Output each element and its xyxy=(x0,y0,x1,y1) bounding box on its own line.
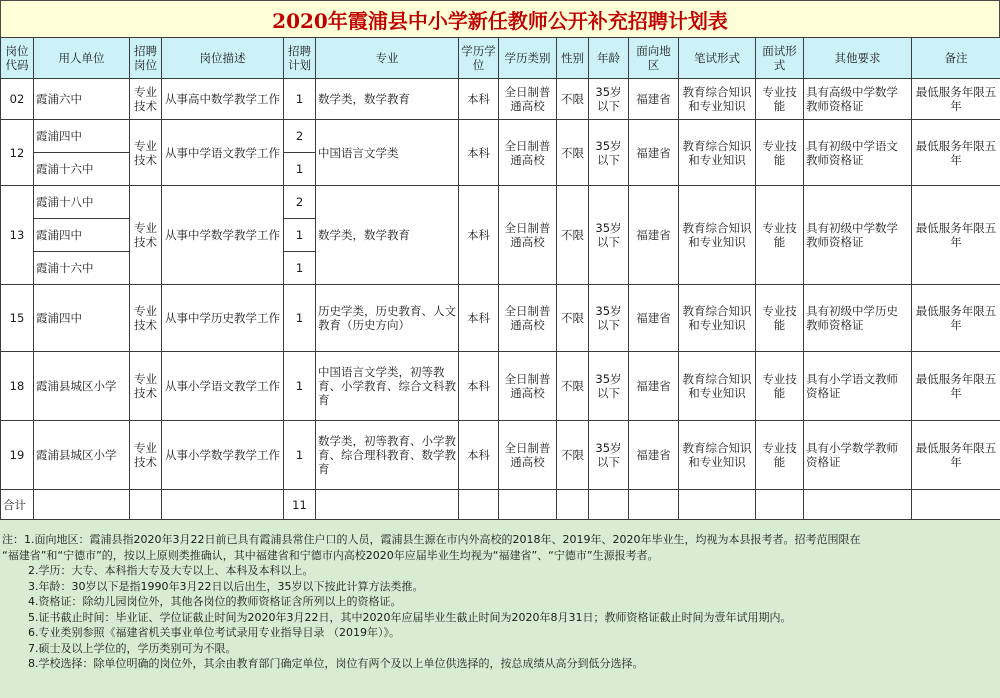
table-cell xyxy=(130,490,162,520)
footnote-line: 2.学历：大专、本科指大专及大专以上、本科及本科以上。 xyxy=(28,564,314,577)
column-header: 年龄 xyxy=(589,38,629,79)
table-cell: 霞浦四中 xyxy=(34,120,130,153)
table-cell: 35岁以下 xyxy=(589,186,629,285)
table-cell: 35岁以下 xyxy=(589,352,629,421)
table-cell: 18 xyxy=(1,352,34,421)
table-cell: 具有初级中学语文教师资格证 xyxy=(804,120,912,186)
table-cell: 本科 xyxy=(459,352,499,421)
table-cell: 霞浦十六中 xyxy=(34,252,130,285)
table-cell: 专业技能 xyxy=(756,186,804,285)
table-cell: 霞浦四中 xyxy=(34,219,130,252)
table-cell: 从事高中数学教学工作 xyxy=(162,79,284,120)
table-cell xyxy=(756,490,804,520)
table-cell xyxy=(679,490,756,520)
table-cell: 从事小学语文教学工作 xyxy=(162,352,284,421)
table-cell: 中国语言文学类，初等教育、小学教育、综合文科教育 xyxy=(316,352,459,421)
table-cell: 教育综合知识和专业知识 xyxy=(679,352,756,421)
table-cell: 全日制普通高校 xyxy=(499,285,557,352)
column-header: 笔试形式 xyxy=(679,38,756,79)
table-cell: 专业技能 xyxy=(756,79,804,120)
table-cell: 最低服务年限五年 xyxy=(912,421,1000,490)
table-cell: 专业技术 xyxy=(130,352,162,421)
table-cell: 具有初级中学数学教师资格证 xyxy=(804,186,912,285)
table-cell: 福建省 xyxy=(629,79,679,120)
table-row xyxy=(1,120,1000,153)
table-cell: 霞浦四中 xyxy=(34,285,130,352)
table-cell xyxy=(459,490,499,520)
column-header: 岗位代码 xyxy=(1,38,34,79)
footnote-line: 5.证书截止时间：毕业证、学位证截止时间为2020年3月22日，其中2020年应届毕业生截止时间为2020年8月31日；教师资格证截止时间为壹年试用期内。 xyxy=(28,610,792,624)
column-header: 招聘岗位 xyxy=(130,38,162,79)
footnote-line: 4.资格证：除幼儿园岗位外，其他各岗位的教师资格证含所列以上的资格证。 xyxy=(28,595,402,608)
table-cell: 数学类，数学教育 xyxy=(316,79,459,120)
total-row xyxy=(1,490,1000,520)
table-cell: 具有高级中学数学教师资格证 xyxy=(804,79,912,120)
column-header: 学历学位 xyxy=(459,38,499,79)
table-cell xyxy=(557,490,589,520)
table-cell: 福建省 xyxy=(629,120,679,186)
table-row xyxy=(1,285,1000,352)
table-cell: 数学类，初等教育、小学教育、综合理科教育、数学教育 xyxy=(316,421,459,490)
table-cell: 不限 xyxy=(557,186,589,285)
table-cell: 数学类，数学教育 xyxy=(316,186,459,285)
table-cell: 12 xyxy=(1,120,34,186)
column-header: 面向地区 xyxy=(629,38,679,79)
table-cell: 13 xyxy=(1,186,34,285)
table-cell: 15 xyxy=(1,285,34,352)
table-cell: 教育综合知识和专业知识 xyxy=(679,79,756,120)
footnote-line: 8.学校选择：除单位明确的岗位外，其余由教育部门确定单位，岗位有两个及以上单位供选择的，按总成绩从高分到低分选择。 xyxy=(28,657,644,670)
table-cell: 专业技术 xyxy=(130,120,162,186)
table-cell: 本科 xyxy=(459,120,499,186)
table-cell: 专业技能 xyxy=(756,285,804,352)
column-header: 用人单位 xyxy=(34,38,130,79)
table-cell: 1 xyxy=(284,79,316,120)
page-title: 2020年霞浦县中小学新任教师公开补充招聘计划表 xyxy=(0,0,1000,37)
table-cell: 1 xyxy=(284,153,316,186)
table-cell: 不限 xyxy=(557,79,589,120)
table-cell: 全日制普通高校 xyxy=(499,421,557,490)
table-cell: 具有初级中学历史教师资格证 xyxy=(804,285,912,352)
header-row xyxy=(1,38,1000,79)
table-row xyxy=(1,421,1000,490)
table-cell: 霞浦十八中 xyxy=(34,186,130,219)
table-cell: 福建省 xyxy=(629,352,679,421)
table-cell: 本科 xyxy=(459,79,499,120)
table-cell: 霞浦十六中 xyxy=(34,153,130,186)
column-header: 专业 xyxy=(316,38,459,79)
table-cell: 最低服务年限五年 xyxy=(912,186,1000,285)
table-cell xyxy=(589,490,629,520)
table-cell: 教育综合知识和专业知识 xyxy=(679,120,756,186)
table-cell: 教育综合知识和专业知识 xyxy=(679,186,756,285)
table-cell: 本科 xyxy=(459,285,499,352)
column-header: 面试形式 xyxy=(756,38,804,79)
table-cell: 从事中学语文教学工作 xyxy=(162,120,284,186)
table-cell: 1 xyxy=(284,421,316,490)
table-cell: 霞浦六中 xyxy=(34,79,130,120)
recruitment-table xyxy=(0,37,1000,520)
footnotes xyxy=(0,520,1000,672)
table-cell: 专业技术 xyxy=(130,421,162,490)
column-header: 备注 xyxy=(912,38,1000,79)
table-cell: 专业技能 xyxy=(756,421,804,490)
table-cell xyxy=(499,490,557,520)
column-header: 招聘计划 xyxy=(284,38,316,79)
table-cell: 本科 xyxy=(459,186,499,285)
table-cell: 19 xyxy=(1,421,34,490)
table-cell: 全日制普通高校 xyxy=(499,120,557,186)
table-cell: 全日制普通高校 xyxy=(499,186,557,285)
table-cell xyxy=(804,490,912,520)
table-cell: 福建省 xyxy=(629,186,679,285)
table-row xyxy=(1,186,1000,219)
table-cell: 1 xyxy=(284,219,316,252)
table-cell: 不限 xyxy=(557,285,589,352)
table-cell: 最低服务年限五年 xyxy=(912,285,1000,352)
table-cell: 专业技能 xyxy=(756,120,804,186)
column-header: 其他要求 xyxy=(804,38,912,79)
table-cell: 专业技术 xyxy=(130,79,162,120)
footnote-line: “福建省”和“宁德市”的，按以上原则类推确认，其中福建省和宁德市内高校2020年应届毕业生均视为“福建省”、“宁德市”生源报考者。 xyxy=(2,548,659,562)
table-cell: 福建省 xyxy=(629,421,679,490)
table-cell: 35岁以下 xyxy=(589,79,629,120)
table-cell: 具有小学语文教师资格证 xyxy=(804,352,912,421)
table-cell: 2 xyxy=(284,186,316,219)
footnote-line: 3.年龄：30岁以下是指1990年3月22日以后出生，35岁以下按此计算方法类推。 xyxy=(28,579,424,593)
column-header: 岗位描述 xyxy=(162,38,284,79)
footnote-line: 6.专业类别参照《福建省机关事业单位考试录用专业指导目录 （2019年）》。 xyxy=(28,626,400,639)
table-cell: 具有小学数学教师资格证 xyxy=(804,421,912,490)
table-cell xyxy=(162,490,284,520)
table-row xyxy=(1,79,1000,120)
table-cell: 2 xyxy=(284,120,316,153)
table-cell: 不限 xyxy=(557,352,589,421)
table-cell: 不限 xyxy=(557,421,589,490)
table-cell: 35岁以下 xyxy=(589,421,629,490)
table-cell: 全日制普通高校 xyxy=(499,79,557,120)
footnote-line: 注：1.面向地区：霞浦县指2020年3月22日前已具有霞浦县常住户口的人员，霞浦县生源在市内外高校的2018年、2019年、2020年毕业生，均视为本县报考者。招考范围限在 xyxy=(2,533,861,546)
table-cell: 专业技术 xyxy=(130,186,162,285)
table-cell: 最低服务年限五年 xyxy=(912,120,1000,186)
table-cell: 福建省 xyxy=(629,285,679,352)
table-cell: 历史学类，历史教育、人文教育（历史方向） xyxy=(316,285,459,352)
table-cell: 本科 xyxy=(459,421,499,490)
table-cell: 从事小学数学教学工作 xyxy=(162,421,284,490)
table-cell: 1 xyxy=(284,252,316,285)
table-cell: 11 xyxy=(284,490,316,520)
table-cell: 35岁以下 xyxy=(589,285,629,352)
table-cell: 中国语言文学类 xyxy=(316,120,459,186)
table-cell: 全日制普通高校 xyxy=(499,352,557,421)
footnote-line: 7.硕士及以上学位的，学历类别可为不限。 xyxy=(28,641,237,655)
table-cell: 1 xyxy=(284,285,316,352)
table-cell: 教育综合知识和专业知识 xyxy=(679,421,756,490)
table-cell: 霞浦县城区小学 xyxy=(34,352,130,421)
table-cell xyxy=(34,490,130,520)
table-cell xyxy=(912,490,1000,520)
table-row xyxy=(1,352,1000,421)
table-cell: 02 xyxy=(1,79,34,120)
table-cell: 霞浦县城区小学 xyxy=(34,421,130,490)
table-cell xyxy=(629,490,679,520)
table-cell: 1 xyxy=(284,352,316,421)
table-cell: 从事中学历史教学工作 xyxy=(162,285,284,352)
column-header: 性别 xyxy=(557,38,589,79)
table-cell: 最低服务年限五年 xyxy=(912,79,1000,120)
table-cell: 最低服务年限五年 xyxy=(912,352,1000,421)
column-header: 学历类别 xyxy=(499,38,557,79)
table-cell: 教育综合知识和专业知识 xyxy=(679,285,756,352)
table-cell xyxy=(316,490,459,520)
table-cell: 不限 xyxy=(557,120,589,186)
table-cell: 35岁以下 xyxy=(589,120,629,186)
table-cell: 专业技术 xyxy=(130,285,162,352)
table-cell: 合计 xyxy=(1,490,34,520)
table-cell: 从事中学数学教学工作 xyxy=(162,186,284,285)
table-cell: 专业技能 xyxy=(756,352,804,421)
